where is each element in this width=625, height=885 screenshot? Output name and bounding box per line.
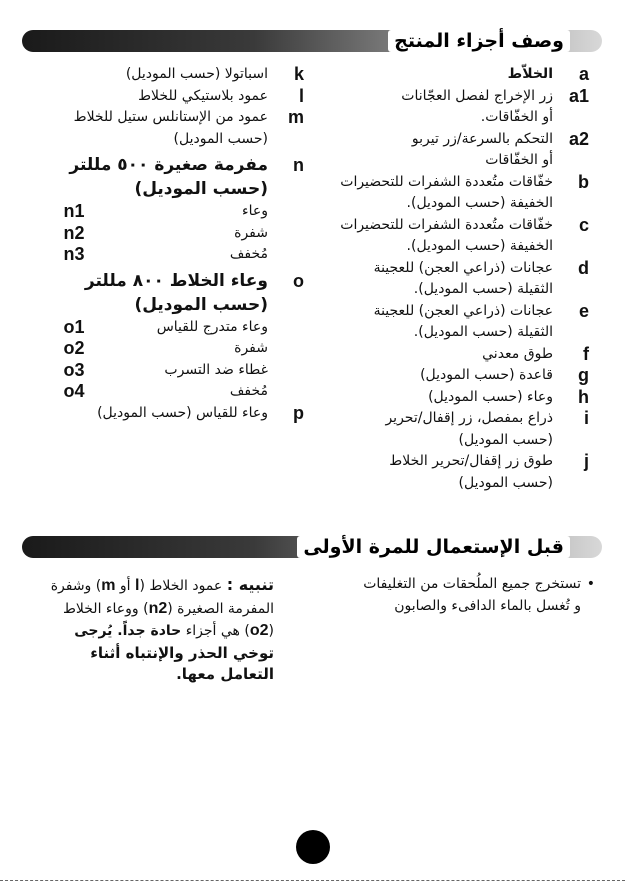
sub-key: n1 (63, 201, 85, 221)
sub-text: غطاء ضد التسرب (164, 361, 268, 378)
warning-line-4: توخي الحذر والإنتباه أثناء (90, 643, 274, 662)
part-text: خفّاقات متُعددة الشفرات للتحضيرات (340, 216, 553, 233)
part-item-a1 (324, 86, 589, 129)
part-text-cont: أو الخفّاقات (485, 152, 553, 168)
bullet-text: تستخرج جميع الملُحقات من التغليفات (363, 576, 581, 592)
part-item-h (324, 387, 589, 409)
part-key: k (293, 64, 304, 84)
warning-text: ( (268, 623, 274, 639)
part-item-c (324, 215, 589, 258)
warning-text: ) هي أجزاء (181, 623, 250, 639)
sub-item-o4 (34, 381, 268, 403)
sub-item-n3 (34, 244, 268, 266)
part-item-d (324, 258, 589, 301)
part-text-cont: الخفيفة (حسب الموديل). (406, 195, 553, 211)
sub-key: o3 (63, 359, 85, 380)
part-text-cont: (حسب الموديل) (173, 130, 268, 147)
part-text: عجانات (ذراعي العجن) للعجينة (373, 302, 553, 319)
part-key: a (578, 64, 589, 84)
parts-list-right (324, 64, 589, 494)
section-title-parts: وصف أجزاء المنتج (388, 30, 570, 52)
bullet-item (315, 574, 595, 617)
section-header-bar (22, 30, 602, 52)
part-text: مفرمة صغيرة ٥٠٠ مللتر (69, 155, 268, 175)
sub-key: o4 (63, 381, 85, 401)
bullet-text-cont: و تُغسل بالماء الدافىء والصابون (394, 597, 581, 614)
part-item-l (34, 86, 304, 108)
part-key: p (293, 402, 304, 423)
part-key: j (583, 451, 589, 471)
part-item-a (324, 64, 589, 86)
part-text: الخلاّط (507, 66, 553, 82)
part-item-g (324, 365, 589, 387)
part-text: طوق معدني (482, 345, 553, 362)
part-text-cont: (حسب الموديل) (458, 431, 553, 448)
part-text: التحكم بالسرعة/زر تيربو (411, 130, 553, 147)
part-key: d (578, 257, 589, 278)
part-item-o (34, 269, 304, 403)
sub-text: وعاء (242, 203, 268, 219)
part-key: l (298, 85, 304, 106)
sub-key: o2 (63, 338, 85, 358)
warning-line-5: التعامل معها. (176, 665, 274, 683)
part-text: قاعدة (حسب الموديل) (420, 367, 553, 383)
part-text-cont: الثقيلة (حسب الموديل). (413, 324, 553, 340)
warning-text: أو (115, 578, 136, 594)
part-item-n (34, 153, 304, 266)
sub-text: مُخفف (229, 246, 268, 262)
warning-text: ) ووعاء الخلاط (62, 600, 149, 617)
part-key: h (578, 386, 589, 407)
sub-key: n3 (63, 244, 85, 264)
warning-block (24, 574, 274, 686)
warning-key: n2 (148, 599, 168, 617)
warning-line-1 (24, 574, 274, 598)
part-key: n (293, 155, 304, 175)
part-text: اسباتولا (حسب الموديل) (125, 66, 268, 82)
warning-text-strong: حادة جداً. يُرجى (74, 623, 182, 639)
part-text-cont: (حسب الموديل) (134, 179, 268, 199)
part-text: وعاء (حسب الموديل) (428, 388, 553, 405)
part-key: m (287, 107, 304, 127)
part-key: a2 (568, 128, 589, 149)
warning-key: o2 (249, 622, 269, 639)
part-text: ذراع بمفصل، زر إقفال/تحرير (385, 410, 553, 426)
part-item-e (324, 301, 589, 344)
warning-text: المفرمة الصغيرة ( (167, 600, 274, 617)
warning-label: تنبيه : (226, 575, 274, 594)
part-text: وعاء للقياس (حسب الموديل) (97, 404, 268, 421)
warning-text: ) وشفرة (50, 578, 102, 594)
part-key: c (578, 214, 589, 235)
bullet-dot: • (586, 576, 595, 592)
sub-text: شفرة (234, 224, 268, 241)
sub-text: مُخفف (229, 383, 268, 399)
part-key: b (578, 171, 589, 192)
part-key: e (578, 300, 589, 321)
part-text-cont: أو الخفّاقات. (480, 109, 553, 125)
part-item-p (34, 403, 304, 425)
part-key: f (583, 343, 589, 364)
parts-list-left (34, 64, 304, 424)
warning-line-3 (24, 620, 274, 643)
part-text-cont: الثقيلة (حسب الموديل). (413, 281, 553, 297)
part-item-j (324, 451, 589, 494)
warning-line-2 (24, 598, 274, 621)
part-text: خفّاقات متُعددة الشفرات للتحضيرات (340, 173, 553, 190)
part-key: o (293, 270, 304, 291)
part-text: عمود من الإستانلس ستيل للخلاط (73, 109, 268, 125)
sub-item-n1 (34, 201, 268, 223)
sub-key: n2 (63, 222, 85, 243)
part-key: a1 (568, 85, 589, 106)
part-text: زر الإخراج لفصل العجّانات (401, 87, 553, 104)
sub-text: شفرة (234, 340, 268, 356)
part-text-cont: (حسب الموديل) (458, 474, 553, 491)
part-item-m (34, 107, 304, 150)
part-text: وعاء الخلاط ٨٠٠ مللتر (84, 270, 268, 291)
part-item-i (324, 408, 589, 451)
part-text: عمود بلاستيكي للخلاط (138, 87, 268, 104)
part-key: g (578, 365, 589, 385)
part-key: i (583, 408, 589, 428)
part-text: عجانات (ذراعي العجن) للعجينة (373, 259, 553, 276)
part-item-a2 (324, 129, 589, 172)
sub-item-o3 (34, 360, 268, 382)
part-text-cont: الخفيفة (حسب الموديل). (406, 238, 553, 254)
warning-key: m (101, 577, 116, 594)
warning-text: عمود الخلاط ( (139, 578, 223, 594)
part-text-cont: (حسب الموديل) (134, 294, 268, 315)
section-title-before-use: قبل الإستعمال للمرة الأولى (297, 536, 570, 558)
part-item-f (324, 344, 589, 366)
before-use-instructions (315, 574, 595, 617)
warning-key: l (135, 577, 140, 594)
sub-item-o1 (34, 317, 268, 339)
part-item-k (34, 64, 304, 86)
sub-item-o2 (34, 338, 268, 360)
page-edge-line (0, 880, 625, 881)
sub-item-n2 (34, 223, 268, 245)
sub-key: o1 (63, 316, 85, 337)
part-text: طوق زر إقفال/تحرير الخلاط (389, 453, 553, 469)
page-marker-circle (296, 830, 330, 864)
section-header-bar (22, 536, 602, 558)
sub-text: وعاء متدرج للقياس (156, 318, 268, 335)
part-item-b (324, 172, 589, 215)
